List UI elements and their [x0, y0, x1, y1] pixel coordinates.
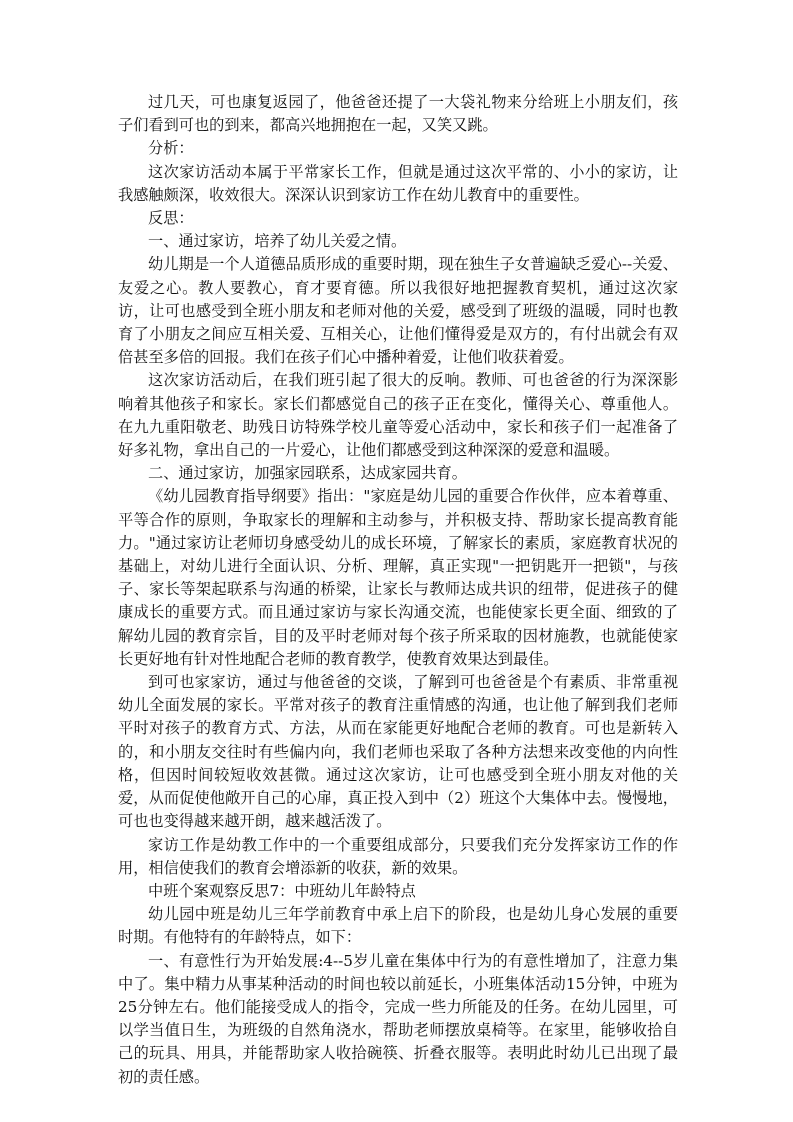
- paragraph-return-to-kindergarten: 过几天，可也康复返园了，他爸爸还提了一大袋礼物来分给班上小朋友们，孩子们看到可也的到来，都高兴地拥抱在一起，又笑又跳。: [118, 93, 678, 135]
- paragraph-home-visit-importance: 家访工作是幼教工作中的一个重要组成部分，只要我们充分发挥家访工作的作用，相信使我们的教育会增添新的收获，新的效果。: [118, 835, 678, 877]
- paragraph-class-response: 这次家访活动后，在我们班引起了很大的反响。教师、可也爸爸的行为深深影响着其他孩子和家长。家长们都感觉自己的孩子正在变化，懂得关心、尊重他人。在九九重阳敬老、助残日访特殊学校儿童等爱心活动中，家长和孩子们一起准备了好多礼物，拿出自己的一片爱心，让他们都感受到这种深深的爱意和温暖。: [118, 371, 678, 460]
- subheading-home-school: 二、通过家访，加强家园联系，达成家园共育。: [148, 464, 467, 483]
- paragraph-guideline-quote: 《幼儿园教育指导纲要》指出："家庭是幼儿园的重要合作伙伴，应本着尊重、平等合作的原则，争取家长的理解和主动参与，并积极支持、帮助家长提高教育能力。"通过家访让老师切身感受幼儿的成长环境，了解家长的素质，家庭教育状况的基础上，对幼儿进行全面认识、分析、理解，真正实现"一把钥匙开一把锁"，与孩子、家长等架起联系与沟通的桥梁，让家长与教师达成共识的纽带，促进孩子的健康成长的重要方式。而且通过家访与家长沟通交流，也能使家长更全面、细致的了解幼儿园的教育宗旨，目的及平时老师对每个孩子所采取的因材施教，也就能使家长更好地有针对性地配合老师的教育教学，使教育效果达到最佳。: [118, 487, 678, 668]
- section-title-case-7: 中班个案观察反思7：中班幼儿年龄特点: [148, 881, 416, 900]
- paragraph-analysis: 这次家访活动本属于平常家长工作，但就是通过这次平常的、小小的家访，让我感触颇深，收效很大。深深认识到家访工作在幼儿教育中的重要性。: [118, 162, 678, 204]
- paragraph-home-visit-keye: 到可也家家访，通过与他爸爸的交谈，了解到可也爸爸是个有素质、非常重视幼儿全面发展的家长。平常对孩子的教育注重情感的沟通，也让他了解到我们老师平时对孩子的教育方式、方法，从而在家能更好地配合老师的教育。可也是新转入的，和小朋友交往时有些偏内向，我们老师也采取了各种方法想来改变他的内向性格，但因时间较短收效甚微。通过这次家访，让可也感受到全班小朋友对他的关爱，从而促使他敞开自己的心扉，真正投入到中（2）班这个大集体中去。慢慢地，可也也变得越来越开朗，越来越活泼了。: [118, 673, 678, 831]
- subheading-care: 一、通过家访，培养了幼儿关爱之情。: [148, 232, 407, 251]
- paragraph-moral-education: 幼儿期是一个人道德品质形成的重要时期，现在独生子女普遍缺乏爱心--关爱、友爱之心。教人要教心，育才要育德。所以我很好地把握教育契机，通过这次家访，让可也感受到全班小朋友和老师对他的关爱，感受到了班级的温暖，同时也教育了小朋友之间应互相关爱、互相关心，让他们懂得爱是双方的，有付出就会有双倍甚至多倍的回报。我们在孩子们心中播种着爱，让他们收获着爱。: [118, 255, 678, 367]
- document-page: [118, 91, 678, 1089]
- paragraph-middle-class-intro: 幼儿园中班是幼儿三年学前教育中承上启下的阶段，也是幼儿身心发展的重要时期。有他特有的年龄特点，如下：: [118, 905, 678, 947]
- paragraph-intentional-behavior: 一、有意性行为开始发展:4--5岁儿童在集体中行为的有意性增加了，注意力集中了。集中精力从事某种活动的时间也较以前延长，小班集体活动15分钟，中班为25分钟左右。他们能接受成人的指令，完成一些力所能及的任务。在幼儿园里，可以学当值日生，为班级的自然角浇水，帮助老师摆放桌椅等。在家里，能够收拾自己的玩具、用具，并能帮助家人收拾碗筷、折叠衣服等。表明此时幼儿已出现了最初的责任感。: [118, 951, 678, 1086]
- heading-reflection: 反思：: [148, 209, 194, 228]
- heading-analysis: 分析：: [148, 139, 194, 158]
